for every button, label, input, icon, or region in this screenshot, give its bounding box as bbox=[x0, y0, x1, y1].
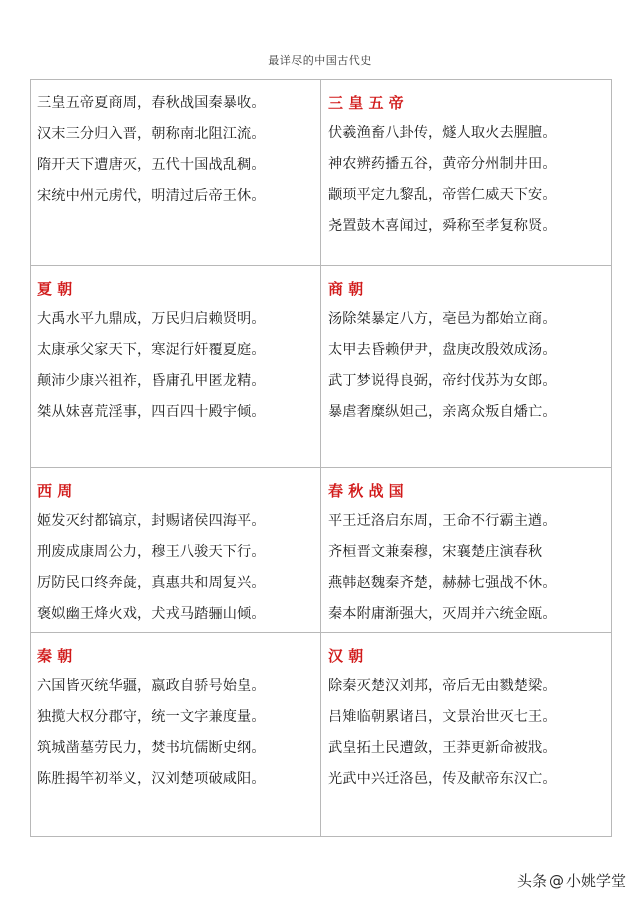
cell-overview bbox=[31, 80, 321, 266]
poem-line: 隋开天下遭唐灭，五代十国战乱稠。 bbox=[37, 157, 266, 173]
poem-line: 宋统中州元虏代，明清过后帝王休。 bbox=[37, 188, 266, 204]
poem-line: 汉末三分归入晋，朝称南北阻江流。 bbox=[37, 126, 266, 142]
section-heading: 西 周 bbox=[37, 482, 73, 500]
poem-line: 陈胜揭竿初举义，汉刘楚项破咸阳。 bbox=[37, 771, 266, 787]
poem-line: 神农辨药播五谷，黄帝分州制井田。 bbox=[328, 156, 557, 172]
watermark-account: 小姚学堂 bbox=[565, 872, 626, 890]
poem-line: 褒姒幽王烽火戏，犬戎马踏骊山倾。 bbox=[37, 606, 266, 622]
poem-line: 武丁梦说得良弼，帝纣伐苏为女郎。 bbox=[328, 373, 557, 389]
cell-spring-autumn-warring-states bbox=[321, 468, 612, 633]
poem-line: 齐桓晋文兼秦穆，宋襄楚庄演春秋 bbox=[328, 544, 543, 560]
section-heading: 汉 朝 bbox=[328, 647, 364, 665]
section-heading: 三 皇 五 帝 bbox=[328, 94, 404, 112]
poem-line: 筑城凿墓劳民力，焚书坑儒断史纲。 bbox=[37, 740, 266, 756]
poem-line: 三皇五帝夏商周，春秋战国秦暴收。 bbox=[37, 95, 266, 111]
poem-line: 武皇拓土民遭敛，王莽更新命被戕。 bbox=[328, 740, 557, 756]
poem-line: 汤除桀暴定八方，亳邑为都始立商。 bbox=[328, 311, 557, 327]
section-heading: 夏 朝 bbox=[37, 280, 73, 298]
cell-western-zhou bbox=[31, 468, 321, 633]
cell-shang bbox=[321, 266, 612, 468]
page-title: 最详尽的中国古代史 bbox=[268, 54, 372, 67]
poem-line: 太康承父家天下，寒浞行奸覆夏庭。 bbox=[37, 342, 266, 358]
poem-line: 燕韩赵魏秦齐楚，赫赫七强战不休。 bbox=[328, 575, 557, 591]
poem-line: 六国皆灭统华疆，嬴政自骄号始皇。 bbox=[37, 678, 266, 694]
poem-line: 姬发灭纣都镐京，封赐诸侯四海平。 bbox=[37, 513, 266, 529]
poem-line: 颛顼平定九黎乱，帝喾仁威天下安。 bbox=[328, 187, 557, 203]
section-heading: 商 朝 bbox=[328, 280, 364, 298]
poem-line: 吕雉临朝累诸吕，文景治世灭七王。 bbox=[328, 709, 557, 725]
poem-table bbox=[30, 79, 612, 837]
poem-line: 平王迁洛启东周，王命不行霸主遒。 bbox=[328, 513, 557, 529]
poem-line: 太甲去昏赖伊尹，盘庚改殷效成汤。 bbox=[328, 342, 557, 358]
poem-line: 独揽大权分郡守，统一文字兼度量。 bbox=[37, 709, 266, 725]
poem-line: 大禹水平九鼎成，万民归启赖贤明。 bbox=[37, 311, 266, 327]
cell-qin bbox=[31, 633, 321, 837]
watermark bbox=[517, 870, 626, 891]
poem-line: 暴虐奢糜纵妲己，亲离众叛自燔亡。 bbox=[328, 404, 557, 420]
cell-xia bbox=[31, 266, 321, 468]
poem-line: 尧置鼓木喜闻过，舜称至孝复称贤。 bbox=[328, 218, 557, 234]
poem-line: 桀从妹喜荒淫事，四百四十殿宇倾。 bbox=[37, 404, 266, 420]
poem-line: 厉防民口终奔彘，真惠共和周复兴。 bbox=[37, 575, 266, 591]
watermark-separator: @ bbox=[548, 872, 564, 890]
section-heading: 春 秋 战 国 bbox=[328, 482, 404, 500]
watermark-platform: 头条 bbox=[516, 872, 547, 890]
section-heading: 秦 朝 bbox=[37, 647, 73, 665]
poem-line: 刑废成康周公力，穆王八骏天下行。 bbox=[37, 544, 266, 560]
poem-line: 除秦灭楚汉刘邦，帝后无由戮楚梁。 bbox=[328, 678, 557, 694]
poem-line: 伏羲渔畜八卦传，燧人取火去腥膻。 bbox=[328, 125, 557, 141]
cell-three-sovereigns bbox=[321, 80, 612, 266]
poem-line: 秦本附庸渐强大，灭周并六统金瓯。 bbox=[328, 606, 557, 622]
poem-line: 光武中兴迁洛邑，传及献帝东汉亡。 bbox=[328, 771, 557, 787]
cell-han bbox=[321, 633, 612, 837]
poem-line: 颠沛少康兴祖祚，昏庸孔甲匿龙精。 bbox=[37, 373, 266, 389]
